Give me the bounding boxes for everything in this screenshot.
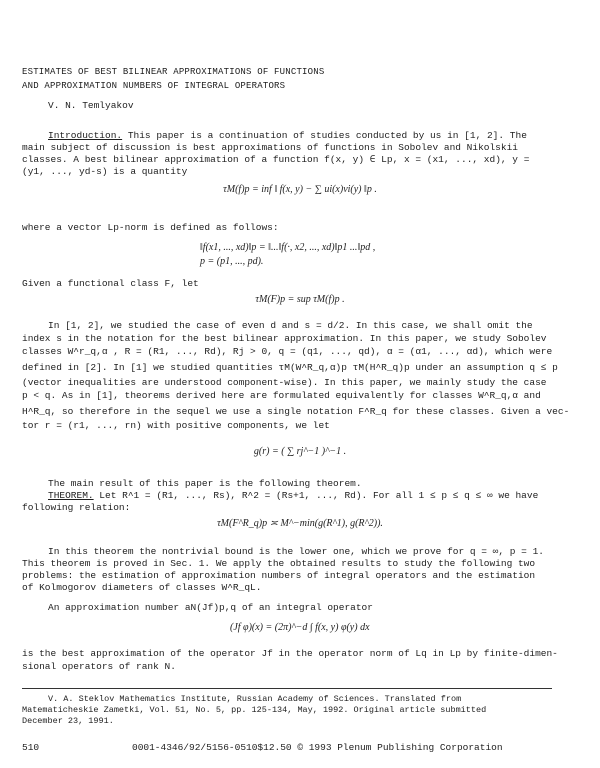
theorem-line-3: following relation: [22, 502, 131, 513]
theorem-intro: The main result of this paper is the following theorem. [48, 478, 362, 489]
para2-line-2: index s in the notation for the best bilinear approximation. In this paper, we study Sobolev [22, 333, 547, 344]
theorem-line-rest: Let R^1 = (R1, ..., Rs), R^2 = (Rs+1, ..., Rd). For all 1 ≤ p ≤ q ≤ ∞ we have [93, 490, 539, 501]
para3-line-1: In this theorem the nontrivial bound is the lower one, which we prove for q = ∞, p = 1. [48, 546, 544, 557]
intro-line-2: main subject of discussion is best approximations of functions in Sobolev and Nikolskii [22, 142, 518, 153]
footnote-line-3: December 23, 1991. [22, 716, 114, 726]
title-line-1: ESTIMATES OF BEST BILINEAR APPROXIMATIONS OF FUNCTIONS [22, 67, 325, 77]
theorem-label: THEOREM. [48, 490, 94, 501]
equation-vector-norm: ‖f(x1, ..., xd)‖p = ‖...‖f(·, x2, ..., xd)‖p1 ...‖pd , [200, 242, 376, 253]
equation-integral-operator: (Jf φ)(x) = (2π)^−d ∫ f(x, y) φ(y) dx [230, 622, 370, 633]
para4-line-2: is the best approximation of the operator Jf in the operator norm of Lq in Lp by finite-dimen- [22, 648, 558, 659]
footnote-line-2: Matematicheskie Zametki, Vol. 51, No. 5, pp. 125-134, May, 1992. Original article submitted [22, 705, 487, 715]
copyright-line: 0001-4346/92/5156-0510$12.50 © 1993 Plenum Publishing Corporation [132, 742, 503, 753]
intro-heading: Introduction. [48, 130, 123, 141]
para2-line-7: H^R_q, so therefore in the sequel we use a single notation F^R_q for these classes. Given a vec- [22, 406, 570, 417]
title-line-2: AND APPROXIMATION NUMBERS OF INTEGRAL OPERATORS [22, 81, 286, 91]
page-number: 510 [22, 742, 40, 753]
intro-line-5: where a vector Lp-norm is defined as follows: [22, 222, 279, 233]
intro-line-1 [48, 130, 527, 142]
equation-main-result: τM(F^R_q)p ≍ M^−min(g(R^1), g(R^2)). [217, 518, 383, 529]
intro-line-6: Given a functional class F, let [22, 278, 199, 289]
para3-line-3: problems: the estimation of approximation numbers of integral operators and the estimation [22, 570, 536, 581]
footnote-line-1: V. A. Steklov Mathematics Institute, Russian Academy of Sciences. Translated from [48, 694, 462, 704]
equation-p-vector: p = (p1, ..., pd). [200, 256, 264, 267]
footnote-divider [22, 688, 552, 689]
para2-line-3: classes W^r_q,α , R = (R1, ..., Rd), Rj > 0, q = (q1, ..., qd), α = (α1, ..., αd), which were [22, 346, 553, 357]
para2-line-1: In [1, 2], we studied the case of even d and s = d/2. In this case, we shall omit the [48, 320, 533, 331]
equation-class-approximation: τM(F)p = sup τM(f)p . [255, 294, 345, 305]
intro-line-4: (y1, ..., yd-s) is a quantity [22, 166, 188, 177]
para2-line-8: tor r = (r1, ..., rn) with positive components, we let [22, 420, 330, 431]
equation-g-of-r: g(r) = ( ∑ rj^−1 )^−1 . [253, 446, 347, 457]
para4-line-3: sional operators of rank N. [22, 661, 176, 672]
author: V. N. Temlyakov [48, 100, 134, 111]
intro-line-1-rest: This paper is a continuation of studies conducted by us in [1, 2]. The [122, 130, 527, 141]
para3-line-2: This theorem is proved in Sec. 1. We apply the obtained results to study the following two [22, 558, 536, 569]
para4-line-1: An approximation number aN(Jf)p,q of an integral operator [48, 602, 373, 613]
para2-line-6: p < q. As in [1], theorems derived here are formulated equivalently for classes W^R_q,α and [22, 390, 541, 401]
equation-best-bilinear-approximation: τM(f)p = inf ‖ f(x, y) − ∑ ui(x)vi(y) ‖p . [223, 184, 377, 195]
theorem-line [48, 490, 538, 502]
para2-line-5: (vector inequalities are understood component-wise). In this paper, we mainly study the case [22, 377, 547, 388]
para2-line-4: defined in [2]. In [1] we studied quantities τM(W^R_q,α)p τM(H^R_q)p under an assumption q ≤ p [22, 362, 558, 373]
intro-line-3: classes. A best bilinear approximation of a function f(x, y) ∈ Lp, x = (x1, ..., xd), y = [22, 154, 530, 165]
para3-line-4: of Kolmogorov diameters of classes W^R_qL. [22, 582, 262, 593]
